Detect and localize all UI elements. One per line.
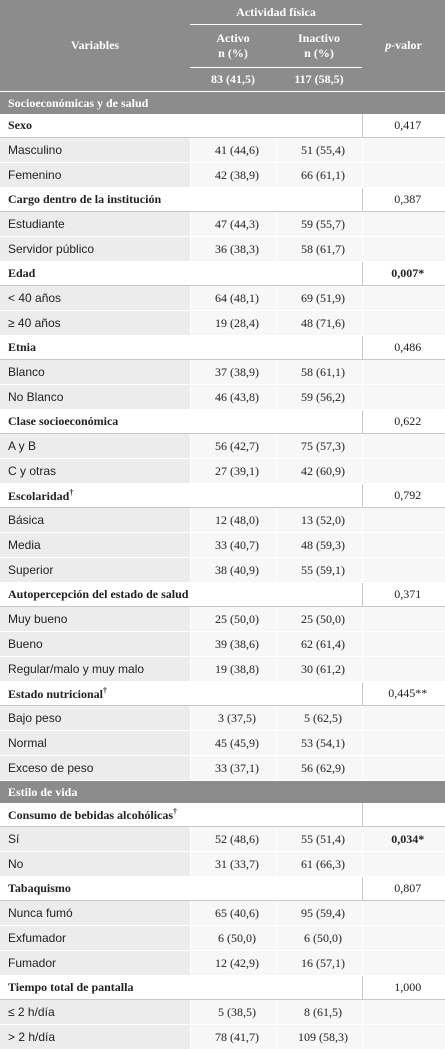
- category-label: Media: [0, 533, 190, 558]
- group-label: Cargo dentro de la institución: [8, 192, 162, 206]
- inactive-value: 6 (50,0): [276, 926, 362, 951]
- variable-group-row: [0, 803, 445, 827]
- category-label: > 2 h/día: [0, 1025, 190, 1050]
- row-p-value: [362, 951, 445, 976]
- active-value: 27 (39,1): [190, 459, 276, 484]
- category-label: Exceso de peso: [0, 756, 190, 781]
- variables-header: Variables: [0, 0, 190, 92]
- table-row: [0, 951, 445, 976]
- table-row: [0, 632, 445, 657]
- active-value: 5 (38,5): [190, 1000, 276, 1025]
- variable-group-row: [0, 877, 445, 901]
- active-value: 38 (40,9): [190, 558, 276, 583]
- group-p-value: 0,445**: [362, 682, 445, 706]
- variable-group-row: [0, 410, 445, 434]
- inactive-value: 59 (55,7): [276, 212, 362, 237]
- category-label: ≥ 40 años: [0, 311, 190, 336]
- category-label: Sí: [0, 827, 190, 852]
- active-value: 12 (42,9): [190, 951, 276, 976]
- table-row: [0, 138, 445, 163]
- variable-group-row: [0, 682, 445, 706]
- inactive-value: 61 (66,3): [276, 852, 362, 877]
- active-value: 42 (38,9): [190, 163, 276, 188]
- category-label: A y B: [0, 434, 190, 459]
- active-value: 39 (38,6): [190, 632, 276, 657]
- group-label-cell: [0, 877, 362, 901]
- dagger-footnote-mark: †: [69, 487, 74, 497]
- group-label-cell: [0, 484, 362, 508]
- row-p-value: [362, 434, 445, 459]
- group-label-cell: [0, 803, 362, 827]
- group-label: Tabaquismo: [8, 881, 71, 895]
- inactive-value: 58 (61,1): [276, 360, 362, 385]
- group-p-value: 0,371: [362, 583, 445, 607]
- active-value: 52 (48,6): [190, 827, 276, 852]
- table-row: [0, 311, 445, 336]
- table-row: [0, 385, 445, 410]
- row-p-value: [362, 901, 445, 926]
- group-label-cell: [0, 262, 362, 286]
- row-p-value: [362, 1025, 445, 1050]
- active-value: 46 (43,8): [190, 385, 276, 410]
- category-label: Servidor público: [0, 237, 190, 262]
- category-label: Fumador: [0, 951, 190, 976]
- p-value-header: [362, 0, 445, 92]
- category-label: C y otras: [0, 459, 190, 484]
- active-value: 64 (48,1): [190, 286, 276, 311]
- table-row: [0, 459, 445, 484]
- table-row: [0, 852, 445, 877]
- inactive-total: 117 (58,5): [276, 68, 362, 92]
- category-label: Bueno: [0, 632, 190, 657]
- row-p-value: [362, 459, 445, 484]
- table-header: [0, 0, 445, 92]
- table-row: [0, 360, 445, 385]
- active-value: 65 (40,6): [190, 901, 276, 926]
- table-row: [0, 163, 445, 188]
- row-p-value: [362, 212, 445, 237]
- group-label: Edad: [8, 266, 36, 280]
- active-value: 45 (45,9): [190, 731, 276, 756]
- category-label: Normal: [0, 731, 190, 756]
- table-row: [0, 533, 445, 558]
- inactive-value: 48 (59,3): [276, 533, 362, 558]
- group-label: Etnia: [8, 340, 37, 354]
- category-label: Blanco: [0, 360, 190, 385]
- inactive-value: 62 (61,4): [276, 632, 362, 657]
- row-p-value: [362, 558, 445, 583]
- variable-group-row: [0, 188, 445, 212]
- row-p-value: [362, 852, 445, 877]
- category-label: Exfumador: [0, 926, 190, 951]
- group-label-cell: [0, 188, 362, 212]
- active-total: 83 (41,5): [190, 68, 276, 92]
- active-value: 36 (38,3): [190, 237, 276, 262]
- inactive-value: 42 (60,9): [276, 459, 362, 484]
- group-label-cell: [0, 410, 362, 434]
- section-title: Socioeconómicas y de salud: [0, 92, 445, 115]
- table-row: [0, 212, 445, 237]
- active-value: 41 (44,6): [190, 138, 276, 163]
- group-p-value: 0,486: [362, 336, 445, 360]
- group-p-value: [362, 803, 445, 827]
- row-p-value: [362, 138, 445, 163]
- active-value: 56 (42,7): [190, 434, 276, 459]
- row-p-value: [362, 632, 445, 657]
- dagger-footnote-mark: †: [173, 806, 178, 816]
- section-title: Estilo de vida: [0, 781, 445, 804]
- group-label: Tiempo total de pantalla: [8, 980, 134, 994]
- row-p-value: [362, 311, 445, 336]
- category-label: Estudiante: [0, 212, 190, 237]
- inactive-value: 66 (61,1): [276, 163, 362, 188]
- row-p-value: [362, 385, 445, 410]
- group-label: Clase socioeconómica: [8, 414, 119, 428]
- inactive-value: 48 (71,6): [276, 311, 362, 336]
- category-label: Superior: [0, 558, 190, 583]
- active-header: [190, 25, 276, 68]
- row-p-value: [362, 607, 445, 632]
- table-row: [0, 706, 445, 731]
- category-label: Básica: [0, 508, 190, 533]
- category-label: < 40 años: [0, 286, 190, 311]
- group-label-cell: [0, 976, 362, 1000]
- group-label-cell: [0, 682, 362, 706]
- variable-group-row: [0, 484, 445, 508]
- group-label: Consumo de bebidas alcohólicas: [8, 807, 174, 822]
- section-header: [0, 781, 445, 804]
- active-value: 12 (48,0): [190, 508, 276, 533]
- active-label: Activo: [216, 31, 250, 45]
- physical-activity-header: Actividad física: [190, 0, 362, 25]
- inactive-unit: n (%): [304, 46, 334, 60]
- group-p-value: 0,387: [362, 188, 445, 212]
- dagger-footnote-mark: †: [103, 685, 108, 695]
- category-label: Muy bueno: [0, 607, 190, 632]
- row-p-value: [362, 508, 445, 533]
- table-row: [0, 1000, 445, 1025]
- group-p-value: 0,792: [362, 484, 445, 508]
- inactive-value: 109 (58,3): [276, 1025, 362, 1050]
- p-value-italic: p: [385, 38, 392, 52]
- active-value: 25 (50,0): [190, 607, 276, 632]
- row-p-value: 0,034*: [362, 827, 445, 852]
- row-p-value: [362, 731, 445, 756]
- table-row: [0, 756, 445, 781]
- row-p-value: [362, 926, 445, 951]
- table-row: [0, 657, 445, 682]
- group-label: Autopercepción del estado de salud: [8, 587, 189, 601]
- row-p-value: [362, 657, 445, 682]
- active-value: 19 (38,8): [190, 657, 276, 682]
- category-label: No Blanco: [0, 385, 190, 410]
- inactive-value: 56 (62,9): [276, 756, 362, 781]
- p-value-suffix: -valor: [391, 38, 422, 52]
- table-row: [0, 237, 445, 262]
- variable-group-row: [0, 336, 445, 360]
- inactive-value: 8 (61,5): [276, 1000, 362, 1025]
- inactive-value: 30 (61,2): [276, 657, 362, 682]
- category-label: ≤ 2 h/día: [0, 1000, 190, 1025]
- table-row: [0, 286, 445, 311]
- table-row: [0, 1025, 445, 1050]
- row-p-value: [362, 706, 445, 731]
- row-p-value: [362, 1000, 445, 1025]
- category-label: Masculino: [0, 138, 190, 163]
- active-value: 47 (44,3): [190, 212, 276, 237]
- row-p-value: [362, 360, 445, 385]
- table-row: [0, 731, 445, 756]
- table-row: [0, 901, 445, 926]
- group-label-cell: [0, 583, 362, 607]
- inactive-value: 16 (57,1): [276, 951, 362, 976]
- group-p-value: 1,000: [362, 976, 445, 1000]
- variable-group-row: [0, 114, 445, 138]
- inactive-value: 55 (59,1): [276, 558, 362, 583]
- group-label-cell: [0, 336, 362, 360]
- group-label: Escolaridad: [8, 488, 70, 503]
- active-value: 37 (38,9): [190, 360, 276, 385]
- group-p-value: 0,417: [362, 114, 445, 138]
- variable-group-row: [0, 262, 445, 286]
- inactive-value: 69 (51,9): [276, 286, 362, 311]
- active-value: 78 (41,7): [190, 1025, 276, 1050]
- group-p-value: 0,622: [362, 410, 445, 434]
- group-label: Sexo: [8, 118, 32, 132]
- group-p-value: 0,007*: [362, 262, 445, 286]
- inactive-value: 5 (62,5): [276, 706, 362, 731]
- inactive-header: [276, 25, 362, 68]
- row-p-value: [362, 756, 445, 781]
- group-label-cell: [0, 114, 362, 138]
- inactive-value: 55 (51,4): [276, 827, 362, 852]
- group-p-value: 0,807: [362, 877, 445, 901]
- variable-group-row: [0, 583, 445, 607]
- table-row: [0, 607, 445, 632]
- category-label: Regular/malo y muy malo: [0, 657, 190, 682]
- table-row: [0, 827, 445, 852]
- active-unit: n (%): [218, 46, 248, 60]
- inactive-value: 53 (54,1): [276, 731, 362, 756]
- table-row: [0, 558, 445, 583]
- row-p-value: [362, 237, 445, 262]
- category-label: No: [0, 852, 190, 877]
- active-value: 3 (37,5): [190, 706, 276, 731]
- category-label: Nunca fumó: [0, 901, 190, 926]
- active-value: 33 (40,7): [190, 533, 276, 558]
- inactive-value: 58 (61,7): [276, 237, 362, 262]
- row-p-value: [362, 163, 445, 188]
- inactive-value: 95 (59,4): [276, 901, 362, 926]
- table-body: [0, 92, 445, 1050]
- section-header: [0, 92, 445, 115]
- inactive-value: 75 (57,3): [276, 434, 362, 459]
- table-row: [0, 508, 445, 533]
- category-label: Femenino: [0, 163, 190, 188]
- table-row: [0, 434, 445, 459]
- row-p-value: [362, 286, 445, 311]
- active-value: 6 (50,0): [190, 926, 276, 951]
- inactive-value: 25 (50,0): [276, 607, 362, 632]
- active-value: 33 (37,1): [190, 756, 276, 781]
- table-row: [0, 926, 445, 951]
- active-value: 31 (33,7): [190, 852, 276, 877]
- inactive-value: 51 (55,4): [276, 138, 362, 163]
- inactive-value: 13 (52,0): [276, 508, 362, 533]
- group-label: Estado nutricional: [8, 686, 104, 701]
- variable-group-row: [0, 976, 445, 1000]
- row-p-value: [362, 533, 445, 558]
- category-label: Bajo peso: [0, 706, 190, 731]
- active-value: 19 (28,4): [190, 311, 276, 336]
- inactive-label: Inactivo: [298, 31, 340, 45]
- inactive-value: 59 (56,2): [276, 385, 362, 410]
